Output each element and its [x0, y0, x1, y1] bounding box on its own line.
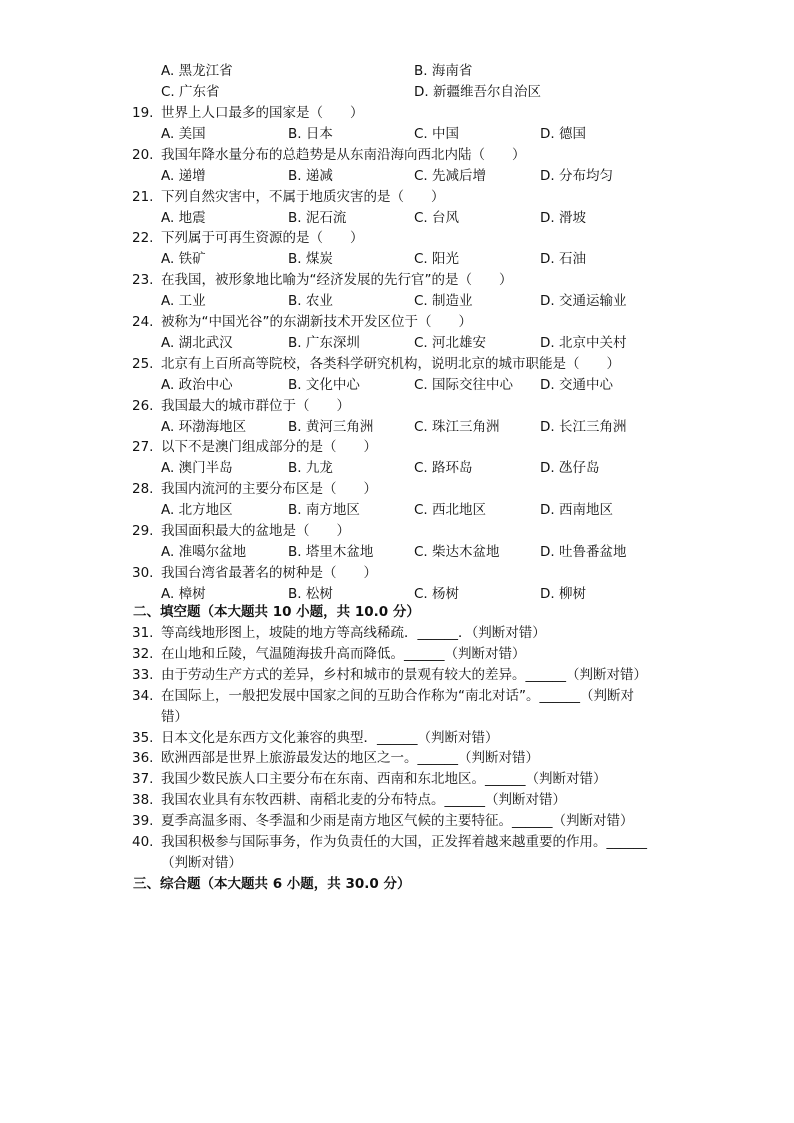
option-a: A. 地震: [161, 209, 206, 226]
question-number: 21.: [132, 188, 154, 205]
question-stem: 北京有上百所高等院校，各类科学研究机构，说明北京的城市职能是（ ）: [161, 355, 620, 372]
question-number: 27.: [132, 439, 154, 456]
section-heading-composite: 三、综合题（本大题共 6 小题，共 30.0 分）: [133, 876, 411, 892]
option-a: A. 环渤海地区: [161, 418, 247, 435]
question-stem: 以下不是澳门组成部分的是（ ）: [161, 439, 377, 456]
option-d: D. 滑坡: [540, 209, 586, 226]
option-c: C. 河北雄安: [414, 335, 487, 351]
option-a: A. 铁矿: [161, 251, 206, 268]
question-number: 30.: [132, 564, 154, 581]
question-stem: 错）: [161, 708, 188, 725]
question-number: 32.: [132, 645, 154, 662]
option-a: A. 工业: [161, 293, 206, 310]
option-c: C. 杨树: [414, 585, 460, 602]
option-b: B. 递减: [288, 167, 333, 184]
question-number: 19.: [132, 105, 154, 121]
option-c: C. 珠江三角洲: [414, 418, 500, 435]
question-stem: 我国积极参与国际事务，作为负责任的大国，正发挥着越来越重要的作用。______: [161, 834, 647, 850]
question-stem: 我国农业具有东牧西耕、南稻北麦的分布特点。______（判断对错）: [161, 792, 566, 809]
question-number: 37.: [132, 771, 154, 788]
option-c: C. 中国: [414, 126, 460, 142]
question-number: 34.: [132, 687, 154, 704]
option-a: A. 湖北武汉: [161, 335, 233, 351]
question-stem: （判断对错）: [161, 855, 242, 871]
question-number: 20.: [132, 146, 154, 163]
option-b: B. 南方地区: [288, 502, 360, 519]
option-b: B. 黄河三角洲: [288, 418, 374, 435]
question-number: 26.: [132, 397, 154, 414]
option-c: C. 先减后增: [414, 167, 487, 184]
option-b: B. 九龙: [288, 460, 333, 477]
option-d: D. 长江三角洲: [540, 418, 627, 435]
question-stem: 等高线地形图上，坡陡的地方等高线稀疏．______．（判断对错）: [161, 625, 546, 641]
option-b: B. 泥石流: [288, 209, 347, 226]
question-stem: 欧洲西部是世界上旅游最发达的地区之一。______（判断对错）: [161, 750, 539, 767]
option-c: C. 制造业: [414, 293, 473, 310]
question-number: 36.: [132, 750, 154, 767]
option-a: A. 樟树: [161, 585, 206, 602]
question-stem: 夏季高温多雨、冬季温和少雨是南方地区气候的主要特征。______（判断对错）: [161, 813, 634, 830]
option-a: A. 黑龙江省: [161, 63, 233, 79]
question-stem: 在我国，被形象地比喻为“经济发展的先行官”的是（ ）: [161, 272, 513, 289]
option-c: C. 柴达木盆地: [414, 544, 500, 560]
option-d: D. 石油: [540, 251, 586, 268]
option-c: C. 台风: [414, 209, 460, 226]
question-stem: 下列自然灾害中，不属于地质灾害的是（ ）: [161, 188, 445, 205]
option-b: B. 塔里木盆地: [288, 544, 374, 560]
option-d: D. 交通运输业: [540, 293, 627, 310]
option-d: D. 德国: [540, 126, 586, 142]
option-d: D. 交通中心: [540, 376, 613, 393]
question-stem: 在山地和丘陵，气温随海拔升高而降低。______（判断对错）: [161, 645, 526, 662]
option-d: D. 分布均匀: [540, 167, 613, 184]
option-c: C. 路环岛: [414, 460, 473, 477]
question-stem: 在国际上，一般把发展中国家之间的互助合作称为“南北对话”。______（判断对: [161, 687, 634, 704]
question-stem: 我国最大的城市群位于（ ）: [161, 397, 350, 414]
question-number: 29.: [132, 523, 154, 539]
option-c: C. 广东省: [161, 84, 220, 100]
question-number: 23.: [132, 272, 154, 289]
option-b: B. 农业: [288, 293, 333, 310]
option-a: A. 澳门半岛: [161, 460, 233, 477]
section-heading-fill: 二、填空题（本大题共 10 小题，共 10.0 分）: [133, 604, 420, 620]
question-stem: 我国内流河的主要分布区是（ ）: [161, 481, 377, 498]
option-b: B. 海南省: [414, 63, 473, 79]
option-d: D. 西南地区: [540, 502, 613, 519]
question-number: 39.: [132, 813, 154, 830]
option-d: D. 北京中关村: [540, 335, 627, 351]
option-b: B. 日本: [288, 126, 333, 142]
option-a: A. 政治中心: [161, 376, 233, 393]
option-b: B. 文化中心: [288, 376, 360, 393]
option-b: B. 松树: [288, 585, 333, 602]
option-a: A. 北方地区: [161, 502, 233, 519]
option-c: C. 阳光: [414, 251, 460, 268]
question-stem: 我国台湾省最著名的树种是（ ）: [161, 564, 377, 581]
option-b: B. 广东深圳: [288, 335, 360, 351]
question-stem: 我国少数民族人口主要分布在东南、西南和东北地区。______（判断对错）: [161, 771, 607, 788]
question-number: 40.: [132, 834, 154, 850]
option-a: A. 准噶尔盆地: [161, 544, 247, 560]
question-stem: 由于劳动生产方式的差异，乡村和城市的景观有较大的差异。______（判断对错）: [161, 666, 647, 683]
question-number: 24.: [132, 314, 154, 330]
question-stem: 我国年降水量分布的总趋势是从东南沿海向西北内陆（ ）: [161, 146, 526, 163]
option-a: A. 递增: [161, 167, 206, 184]
question-number: 25.: [132, 355, 154, 372]
question-number: 22.: [132, 230, 154, 247]
question-number: 38.: [132, 792, 154, 809]
question-number: 28.: [132, 481, 154, 498]
option-d: D. 新疆维吾尔自治区: [414, 84, 541, 100]
question-stem: 被称为“中国光谷”的东湖新技术开发区位于（ ）: [161, 314, 472, 330]
option-c: C. 西北地区: [414, 502, 487, 519]
option-c: C. 国际交往中心: [414, 376, 514, 393]
option-d: D. 吐鲁番盆地: [540, 544, 627, 560]
option-a: A. 美国: [161, 126, 206, 142]
question-number: 31.: [132, 625, 154, 641]
question-stem: 我国面积最大的盆地是（ ）: [161, 523, 350, 539]
question-stem: 日本文化是东西方文化兼容的典型．______（判断对错）: [161, 729, 499, 746]
question-number: 35.: [132, 729, 154, 746]
option-b: B. 煤炭: [288, 251, 333, 268]
question-number: 33.: [132, 666, 154, 683]
option-d: D. 柳树: [540, 585, 586, 602]
question-stem: 世界上人口最多的国家是（ ）: [161, 105, 364, 121]
option-d: D. 氹仔岛: [540, 460, 600, 477]
question-stem: 下列属于可再生资源的是（ ）: [161, 230, 364, 247]
